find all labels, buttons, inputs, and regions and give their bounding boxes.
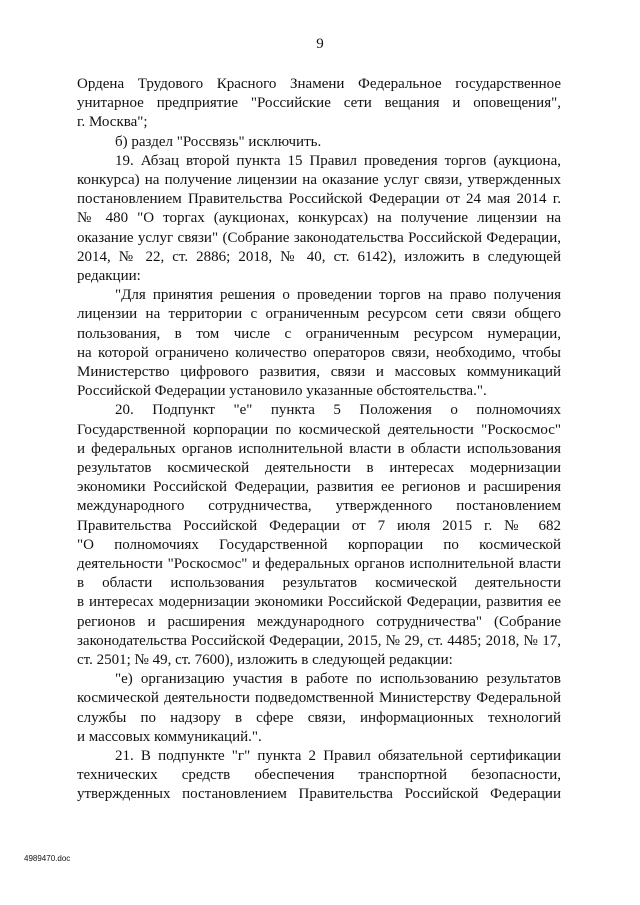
text-line: экономики Российской Федерации, развития ее регионов и расширения <box>77 479 561 496</box>
text-line: "е) организацию участия в работе по использованию результатов <box>115 671 561 688</box>
text-line: Государственной корпорации по космической деятельности "Роскосмос" <box>77 421 561 438</box>
text-line: конкурса) на получение лицензии на оказание услуг связи, утвержденных <box>77 172 561 188</box>
text-line: б) раздел "Россвязь" исключить. <box>115 133 322 150</box>
text-line: пользования, в том числе с ограниченным ресурсом нумерации, <box>77 325 561 342</box>
text-line: Ордена Трудового Красного Знамени Федеральное государственное <box>77 76 561 92</box>
text-line: № 480 "О торгах (аукционах, конкурсах) на получение лицензии на <box>77 210 561 227</box>
text-line: Российской Федерации установило указанные обстоятельства.". <box>77 383 487 400</box>
text-line: в области использования результатов космической деятельности <box>77 575 561 592</box>
text-line: и федеральных органов исполнительной власти в области использования <box>77 440 561 457</box>
text-line: международного сотрудничества, утвержденного постановлением <box>77 498 561 515</box>
footer-filename: 4989470.doc <box>24 854 71 863</box>
text-line: Правительства Российской Федерации от 7 июля 2015 г. № 682 <box>77 517 561 534</box>
text-line: законодательства Российской Федерации, 2015, № 29, ст. 4485; 2018, № 17, <box>77 632 561 649</box>
text-line: на которой ограничено количество операторов связи, необходимо, чтобы <box>77 344 561 361</box>
text-line: лицензии на территории с ограниченным ресурсом сети связи общего <box>77 306 561 323</box>
text-line: 20. Подпункт "е" пункта 5 Положения о полномочиях <box>115 402 561 419</box>
text-line: постановлением Правительства Российской Федерации от 24 мая 2014 г. <box>77 191 561 208</box>
text-line: деятельности "Роскосмос" и федеральных органов исполнительной власти <box>77 556 561 572</box>
text-line: утвержденных постановлением Правительства Российской Федерации <box>77 786 561 803</box>
text-line: оказание услуг связи" (Собрание законодательства Российской Федерации, <box>77 229 561 246</box>
text-line: унитарное предприятие "Российские сети вещания и оповещения", <box>77 95 561 112</box>
text-line: космической деятельности подведомственной Министерству Федеральной <box>77 690 561 707</box>
text-line: ст. 2501; № 49, ст. 7600), изложить в следующей редакции: <box>77 652 453 668</box>
text-line: службы по надзору в сфере связи, информационных технологий <box>77 709 561 726</box>
text-line: и массовых коммуникаций.". <box>77 728 262 745</box>
text-line: результатов космической деятельности в интересах модернизации <box>77 460 561 476</box>
text-line: "Для принятия решения о проведении торгов на право получения <box>115 287 561 304</box>
page-number: 9 <box>316 36 324 52</box>
text-line: 2014, № 22, ст. 2886; 2018, № 40, ст. 6142), изложить в следующей <box>77 248 561 265</box>
text-line: 21. В подпункте "г" пункта 2 Правил обязательной сертификации <box>115 748 561 764</box>
text-line: 19. Абзац второй пункта 15 Правил проведения торгов (аукциона, <box>115 152 561 169</box>
text-line: регионов и расширения международного сотрудничества" (Собрание <box>77 613 561 630</box>
text-line: в интересах модернизации экономики Российской Федерации, развития ее <box>77 594 561 611</box>
text-line: редакции: <box>77 268 141 284</box>
text-line: технических средств обеспечения транспортной безопасности, <box>77 767 561 784</box>
text-line: "О полномочиях Государственной корпорации по космической <box>77 536 561 553</box>
text-line: Министерство цифрового развития, связи и массовых коммуникаций <box>77 364 561 380</box>
text-line: г. Москва"; <box>77 114 148 131</box>
